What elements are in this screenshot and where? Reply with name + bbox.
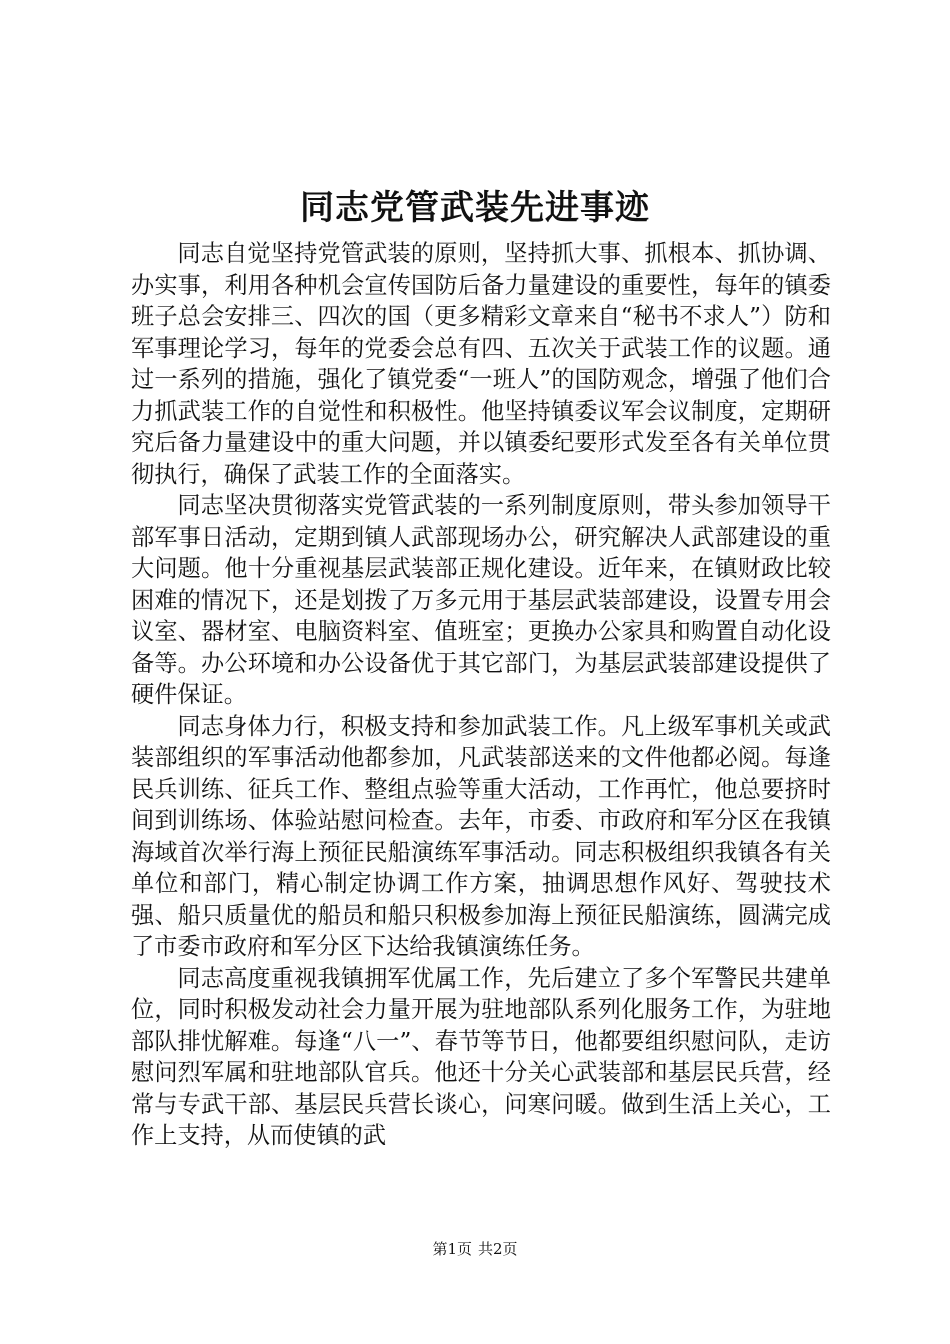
page-total: 共2页 <box>478 1240 518 1258</box>
paragraph-4: 同志高度重视我镇拥军优属工作，先后建立了多个军警民共建单位，同时积极发动社会力量开展为驻地部队系列化服务工作，为驻地部队排忧解难。每逢“八一”、春节等节日，他都要组织慰问队，走访慰问烈军属和驻地部队官兵。他还十分关心武装部和基层民兵营，经常与专武干部、基层民兵营长谈心，问寒问暖。做到生活上关心，工作上支持，从而使镇的武 <box>131 964 831 1149</box>
document-title: 同志党管武装先进事迹 <box>300 188 650 228</box>
page-number: 第1页 <box>432 1240 472 1258</box>
document-body <box>131 238 831 1152</box>
paragraph-3: 同志身体力行，积极支持和参加武装工作。凡上级军事机关或武装部组织的军事活动他都参加，凡武装部送来的文件他都必阅。每逢民兵训练、征兵工作、整组点验等重大活动，工作再忙，他总要挤时间到训练场、体验站慰问检查。去年，市委、市政府和军分区在我镇海域首次举行海上预征民船演练军事活动。同志积极组织我镇各有关单位和部门，精心制定协调工作方案，抽调思想作风好、驾驶技术强、船只质量优的船员和船只积极参加海上预征民船演练，圆满完成了市委市政府和军分区下达给我镇演练任务。 <box>131 712 831 960</box>
page-footer <box>0 1239 950 1259</box>
paragraph-2: 同志坚决贯彻落实党管武装的一系列制度原则，带头参加领导干部军事日活动，定期到镇人武部现场办公，研究解决人武部建设的重大问题。他十分重视基层武装部正规化建设。近年来，在镇财政比较困难的情况下，还是划拨了万多元用于基层武装部建设，设置专用会议室、器材室、电脑资料室、值班室；更换办公家具和购置自动化设备等。办公环境和办公设备优于其它部门，为基层武装部建设提供了硬件保证。 <box>131 492 831 708</box>
paragraph-1: 同志自觉坚持党管武装的原则，坚持抓大事、抓根本、抓协调、办实事，利用各种机会宣传国防后备力量建设的重要性，每年的镇委班子总会安排三、四次的国（更多精彩文章来自“秘书不求人”）防和军事理论学习，每年的党委会总有四、五次关于武装工作的议题。通过一系列的措施，强化了镇党委“一班人”的国防观念，增强了他们合力抓武装工作的自觉性和积极性。他坚持镇委议军会议制度，定期研究后备力量建设中的重大问题，并以镇委纪要形式发至各有关单位贯彻执行，确保了武装工作的全面落实。 <box>131 240 831 488</box>
